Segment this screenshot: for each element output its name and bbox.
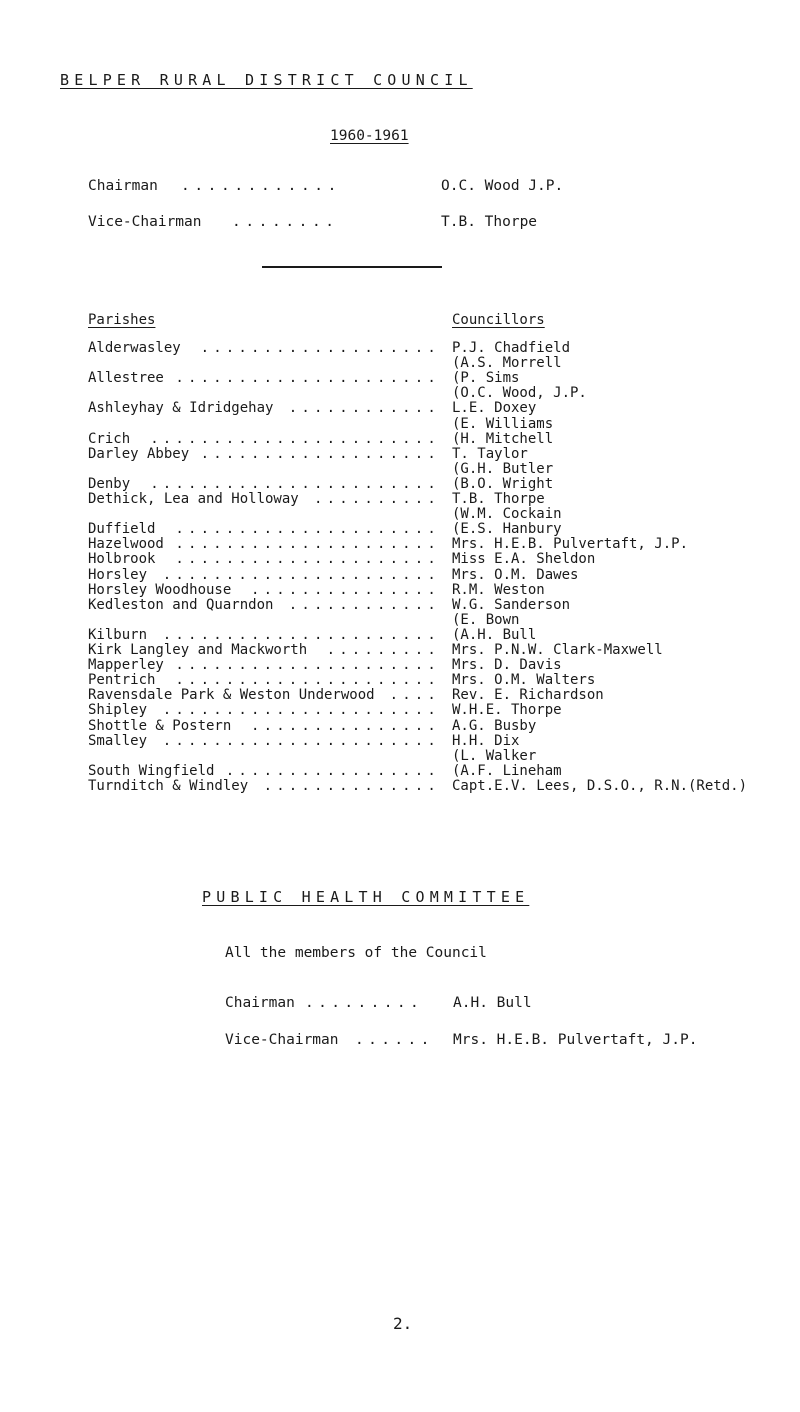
dot-leader: ....................... [150,431,440,447]
councillor-name: Rev. E. Richardson [452,687,604,703]
parish-name: Ashleyhay & Idridgehay [88,400,274,416]
councillor-name: (A.H. Bull [452,627,537,643]
page-number: 2. [393,1314,413,1333]
dot-leader: ..................... [175,657,440,673]
councillor-name: (P. Sims [452,370,520,386]
parish-name: Kilburn [88,627,148,643]
councillors-heading: Councillors [452,312,545,328]
parish-name: Duffield [88,521,156,537]
councillor-name: L.E. Doxey [452,400,537,416]
parish-name: Shipley [88,702,148,718]
dot-leader: ............... [251,582,440,598]
councillor-name: (A.S. Morrell [452,355,562,371]
dot-leader: ..................... [175,521,440,537]
committee-members-note: All the members of the Council [225,945,487,961]
dot-leader: ...................... [162,733,440,749]
councillor-name: (B.O. Wright [452,476,554,492]
councillor-name: (L. Walker [452,748,537,764]
councillor-name: Mrs. D. Davis [452,657,562,673]
parish-name: Crich [88,431,131,447]
councillor-name: H.H. Dix [452,733,520,749]
parish-name: Ravensdale Park & Weston Underwood [88,687,375,703]
dot-leader: ..................... [175,551,440,567]
officer-name: O.C. Wood J.P. [441,178,564,194]
committee-officer-role: Chairman [225,995,295,1011]
councillor-name: Mrs. H.E.B. Pulvertaft, J.P. [452,536,689,552]
parish-name: Pentrich [88,672,156,688]
divider [262,266,442,268]
dot-leader: ...................... [162,567,440,583]
dot-leader: ...................... [162,627,440,643]
committee-officer-role: Vice-Chairman [225,1032,339,1048]
councillor-name: Capt.E.V. Lees, D.S.O., R.N.(Retd.) [452,778,748,794]
councillor-name: (H. Mitchell [452,431,554,447]
councillor-name: P.J. Chadfield [452,340,571,356]
council-title: BELPER RURAL DISTRICT COUNCIL [60,71,473,89]
councillor-name: Miss E.A. Sheldon [452,551,596,567]
councillor-name: (W.M. Cockain [452,506,562,522]
parish-name: Horsley [88,567,148,583]
year-range: 1960-1961 [330,128,409,144]
dot-leader: .............. [263,778,440,794]
parishes-heading: Parishes [88,312,156,328]
dot-leader: ............ [288,400,440,416]
councillor-name: Mrs. P.N.W. Clark-Maxwell [452,642,663,658]
dot-leader: ............... [251,718,440,734]
parish-name: Allestree [88,370,164,386]
councillor-name: Mrs. O.M. Dawes [452,567,579,583]
parish-name: Kirk Langley and Mackworth [88,642,308,658]
parish-name: Turnditch & Windley [88,778,249,794]
dot-leader: ................. [225,763,440,779]
councillor-name: A.G. Busby [452,718,537,734]
councillor-name: (A.F. Lineham [452,763,562,779]
dot-leader: ..................... [175,672,440,688]
parish-name: Shottle & Postern [88,718,232,734]
councillor-name: (G.H. Butler [452,461,554,477]
officer-role: Vice-Chairman [88,214,202,230]
dot-leader: ..................... [175,370,440,386]
parish-name: Alderwasley [88,340,181,356]
dot-leader: ......... [326,642,440,658]
councillor-name: (O.C. Wood, J.P. [452,385,587,401]
councillor-name: Mrs. O.M. Walters [452,672,596,688]
parish-name: Horsley Woodhouse [88,582,232,598]
parish-name: Dethick, Lea and Holloway [88,491,299,507]
councillor-name: (E. Williams [452,416,554,432]
committee-officer-name: Mrs. H.E.B. Pulvertaft, J.P. [453,1032,698,1048]
dot-leader: ................... [200,446,440,462]
councillor-name: R.M. Weston [452,582,545,598]
parish-name: Darley Abbey [88,446,190,462]
dot-leader: ............ [288,597,440,613]
parish-name: Kedleston and Quarndon [88,597,274,613]
dot-leader: ................... [200,340,440,356]
officer-role: Chairman [88,178,158,194]
councillor-name: W.H.E. Thorpe [452,702,562,718]
dot-leader: ..................... [175,536,440,552]
parish-name: Hazelwood [88,536,164,552]
committee-title: PUBLIC HEALTH COMMITTEE [202,888,530,906]
councillor-name: W.G. Sanderson [452,597,571,613]
parish-name: Mapperley [88,657,164,673]
committee-officer-name: A.H. Bull [453,995,532,1011]
officer-name: T.B. Thorpe [441,214,538,230]
parish-name: Denby [88,476,131,492]
councillor-name: T.B. Thorpe [452,491,545,507]
dot-leader: ...................... [162,702,440,718]
dot-leader: .......... [314,491,440,507]
parish-name: Smalley [88,733,148,749]
councillor-name: (E. Bown [452,612,520,628]
parish-name: Holbrook [88,551,156,567]
dot-leader: ....................... [150,476,440,492]
councillor-name: (E.S. Hanbury [452,521,562,537]
parish-name: South Wingfield [88,763,215,779]
dot-leader: .... [389,687,440,703]
councillor-name: T. Taylor [452,446,528,462]
